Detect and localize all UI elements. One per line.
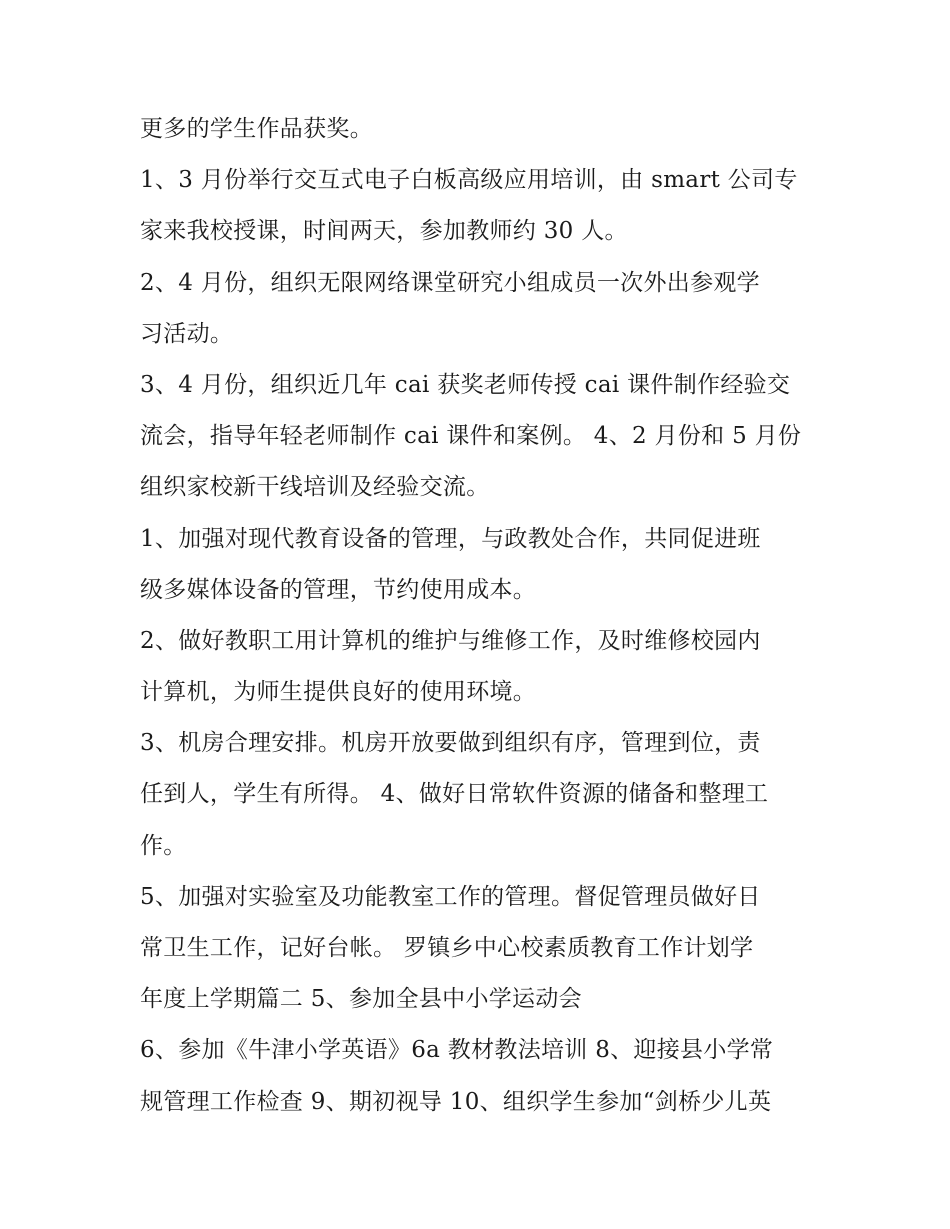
text-line: 级多媒体设备的管理，节约使用成本。 [140,576,537,603]
paragraph [140,616,820,718]
text-line: 6、参加《牛津小学英语》6a 教材教法培训 8、迎接县小学常 [140,1037,774,1064]
paragraph [140,104,820,155]
text-line: 2、4 月份，组织无限网络课堂研究小组成员一次外出参观学 [140,269,760,296]
paragraph [140,360,820,514]
paragraph [140,258,820,360]
paragraph [140,718,820,872]
text-line: 2、做好教职工用计算机的维护与维修工作，及时维修校园内 [140,627,761,654]
paragraph [140,155,820,257]
text-line: 计算机，为师生提供良好的使用环境。 [140,679,537,706]
text-line: 年度上学期篇二 5、参加全县中小学运动会 [140,986,582,1013]
text-line: 任到人，学生有所得。 4、做好日常软件资源的储备和整理工 [140,781,769,808]
text-line: 3、4 月份，组织近几年 cai 获奖老师传授 cai 课件制作经验交 [140,371,791,398]
text-line: 习活动。 [140,320,234,347]
text-line: 家来我校授课，时间两天，参加教师约 30 人。 [140,218,628,245]
paragraph [140,514,820,616]
text-line: 常卫生工作，记好台帐。 罗镇乡中心校素质教育工作计划学 [140,935,754,961]
text-line: 1、3 月份举行交互式电子白板高级应用培训，由 smart 公司专 [140,167,798,194]
text-line: 3、机房合理安排。机房开放要做到组织有序，管理到位，责 [140,730,761,757]
text-line: 规管理工作检查 9、期初视导 10、组织学生参加“剑桥少儿英 [140,1088,772,1115]
text-line: 5、加强对实验室及功能教室工作的管理。督促管理员做好日 [140,883,761,910]
paragraph [140,872,820,1026]
text-line: 流会，指导年轻老师制作 cai 课件和案例。 4、2 月份和 5 月份 [140,423,802,450]
text-line: 1、加强对现代教育设备的管理，与政教处合作，共同促进班 [140,525,761,552]
document-body [140,104,820,1128]
text-line: 作。 [140,832,187,859]
text-line: 更多的学生作品获奖。 [140,116,373,142]
paragraph [140,1025,820,1127]
text-line: 组织家校新干线培训及经验交流。 [140,474,490,501]
